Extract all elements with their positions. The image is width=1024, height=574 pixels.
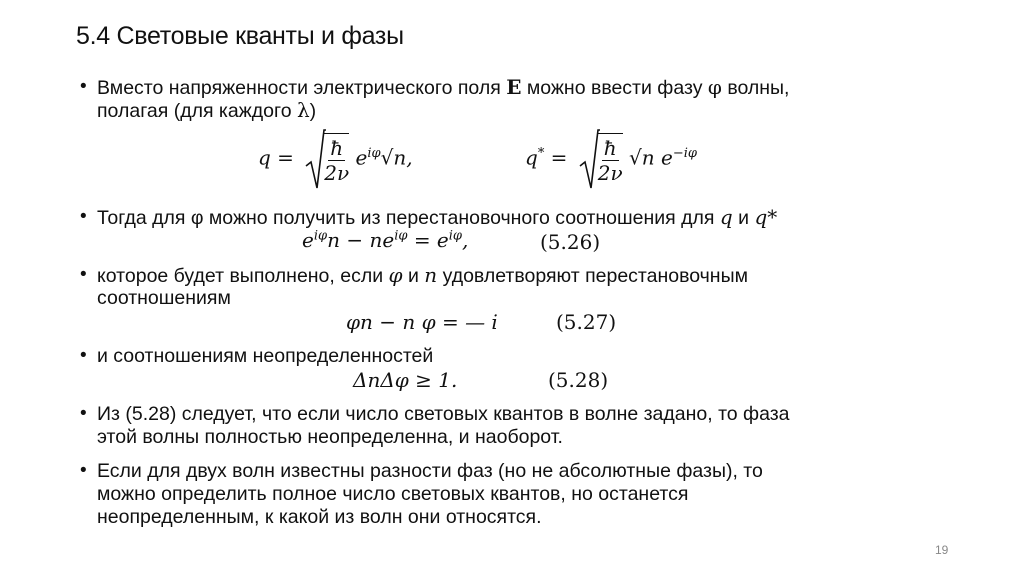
symbol-phi: φ	[707, 75, 722, 99]
radical-icon	[304, 128, 326, 190]
text: Тогда для φ можно получить из перестановочного соотношения для	[97, 207, 715, 229]
bullet-4-line-1: и соотношениям неопределенностей	[97, 345, 434, 367]
symbol-n: n	[424, 263, 438, 287]
text: и	[738, 207, 750, 229]
text: полагая (для каждого	[97, 100, 292, 122]
formula-text: e	[355, 145, 368, 170]
bullet-6-line-2: можно определить полное число световых квантов, но останется	[97, 483, 689, 505]
bullet-icon: •	[80, 206, 87, 227]
fraction-numerator: ħ	[603, 136, 617, 160]
formula-text: = e	[413, 228, 449, 252]
equation-label-5-27: (5.27)	[556, 310, 617, 334]
formula-5-26	[302, 228, 468, 252]
formula-text: √n e	[629, 145, 673, 170]
bullet-5-line-1: Из (5.28) следует, что если число световых квантов в волне задано, то фаза	[97, 403, 790, 425]
formula-exponent: iφ	[448, 228, 463, 244]
symbol-q-star: q*	[754, 205, 778, 229]
text: и	[407, 265, 419, 287]
text: волны,	[727, 77, 790, 99]
formula-text: q	[525, 145, 538, 170]
text: Вместо напряженности электрического поля	[97, 77, 501, 99]
equation-label-5-26: (5.26)	[540, 230, 601, 254]
bullet-1-line-1	[97, 76, 789, 100]
symbol-phi: φ	[388, 263, 403, 287]
page-number: 19	[935, 543, 949, 557]
formula-superscript: *	[537, 145, 545, 161]
formula-text: e	[302, 228, 314, 252]
bullet-6-line-1: Если для двух волн известны разности фаз (но не абсолютные фазы), то	[97, 460, 763, 482]
formula-exponent: −iφ	[672, 145, 698, 161]
equation-label-5-28: (5.28)	[548, 368, 609, 392]
symbol-q: q	[719, 205, 733, 229]
text: которое будет выполнено, если	[97, 265, 384, 287]
bullet-icon: •	[80, 345, 87, 366]
bullet-3-line-1	[97, 264, 748, 288]
fraction-numerator: ħ	[330, 136, 344, 160]
formula-text: q =	[258, 145, 294, 170]
radical-icon	[578, 128, 600, 190]
formula-q	[258, 128, 413, 190]
symbol-lambda: λ	[296, 98, 310, 122]
formula-exponent: iφ	[394, 228, 408, 244]
bullet-icon: •	[80, 264, 87, 285]
formula-exponent: iφ	[313, 228, 328, 244]
formula-exponent: iφ	[367, 145, 381, 161]
formula-5-28: ΔnΔφ ≥ 1.	[353, 368, 458, 392]
bullet-5-line-2: этой волны полностью неопределенна, и наоборот.	[97, 426, 563, 448]
bullet-1-line-2	[97, 99, 316, 123]
text: удовлетворяют перестановочным	[442, 265, 748, 287]
formula-q-star	[525, 128, 697, 190]
bullet-icon: •	[80, 403, 87, 424]
text: можно ввести фазу	[526, 77, 703, 99]
bullet-icon: •	[80, 460, 87, 481]
bullet-3-line-2: соотношениям	[97, 287, 231, 309]
formula-text: n − ne	[327, 228, 395, 252]
formula-text: ,	[462, 228, 469, 252]
bullet-2-line-1	[97, 206, 777, 230]
fraction-denominator: 2ν	[597, 161, 623, 185]
symbol-e: E	[506, 75, 522, 99]
text: )	[309, 100, 317, 122]
bullet-icon: •	[80, 76, 87, 97]
formula-text: √n,	[380, 145, 413, 170]
slide-title: 5.4 Световые кванты и фазы	[76, 22, 404, 50]
bullet-6-line-3: неопределенным, к какой из волн они относятся.	[97, 506, 542, 528]
formula-text: =	[550, 145, 568, 170]
fraction-denominator: 2ν	[324, 161, 350, 185]
formula-5-27: φn − n φ = — i	[346, 310, 498, 334]
